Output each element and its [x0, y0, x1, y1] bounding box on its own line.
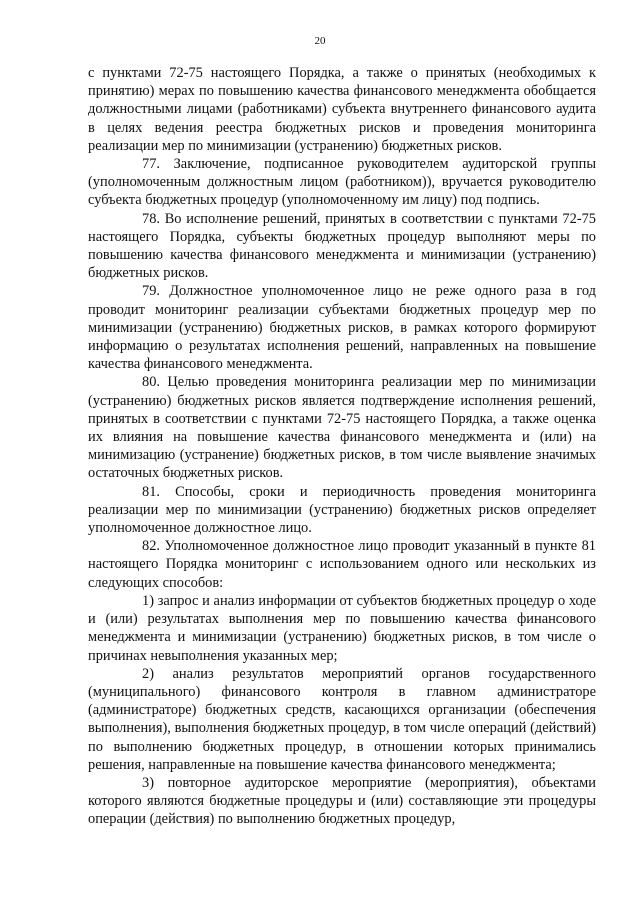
paragraph-continuation: с пунктами 72-75 настоящего Порядка, а также о принятых (необходимых к принятию) мерах по повышению качества финансового менеджмента обобщается должностными лицами (работниками) субъекта внутреннего финансового аудита в целях ведения реестра бюджетных рисков и проведения мониторинга реализации мер по минимизации (устранению) бюджетных рисков. — [88, 65, 596, 154]
paragraph-item-81: 81. Способы, сроки и периодичность проведения мониторинга реализации мер по минимизации (устранению) бюджетных рисков определяет уполномоченное должностное лицо. — [88, 483, 596, 537]
paragraph-item-78: 78. Во исполнение решений, принятых в соответствии с пунктами 72-75 настоящего Порядка, субъекты бюджетных процедур выполняют меры по повышению качества финансового менеджмента и минимизации (устранению) бюджетных рисков. — [88, 210, 596, 282]
list-item-2: 2) анализ результатов мероприятий органов государственного (муниципального) финансового контроля в главном администраторе (администраторе) бюджетных средств, касающихся организации (обеспечения выполнения), выполнения бюджетных процедур, в том числе операций (действий) по выполнению бюджетных процедур, в отношении которых принимались решения, направленные на повышение качества финансового менеджмента; — [88, 665, 596, 773]
paragraph-item-80: 80. Целью проведения мониторинга реализации мер по минимизации (устранению) бюджетных рисков является подтверждение исполнения решений, принятых в соответствии с пунктами 72-75 настоящего Порядка, а также оценка их влияния на повышение качества финансового менеджмента и (или) на минимизацию (устранение) бюджетных рисков, в том числе выявление значимых остаточных бюджетных рисков. — [88, 374, 596, 482]
document-body — [88, 64, 596, 829]
list-item-3: 3) повторное аудиторское мероприятие (мероприятия), объектами которого являются бюджетные процедуры и (или) составляющие эти процедуры операции (действия) по выполнению бюджетных процедур, — [88, 774, 596, 828]
paragraph-item-82: 82. Уполномоченное должностное лицо проводит указанный в пункте 81 настоящего Порядка мониторинг с использованием одного или нескольких из следующих способов: — [88, 538, 596, 591]
page-number: 20 — [314, 35, 326, 47]
paragraph-item-79: 79. Должностное уполномоченное лицо не реже одного раза в год проводит мониторинг реализации субъектами бюджетных процедур мер по минимизации (устранению) бюджетных рисков, в рамках которого формируют информацию о результатах исполнения решений, направленных на повышение качества финансового менеджмента. — [88, 283, 596, 373]
paragraph-item-77: 77. Заключение, подписанное руководителем аудиторской группы (уполномоченным должностным лицом (работником)), вручается руководителю субъекта бюджетных процедур (уполномоченному им лицу) под подпись. — [88, 156, 596, 209]
list-item-1: 1) запрос и анализ информации от субъектов бюджетных процедур о ходе и (или) результатах выполнения мер по повышению качества финансового менеджмента и минимизации (устранению) бюджетных рисков, в том числе о причинах невыполнения указанных мер; — [88, 592, 596, 664]
